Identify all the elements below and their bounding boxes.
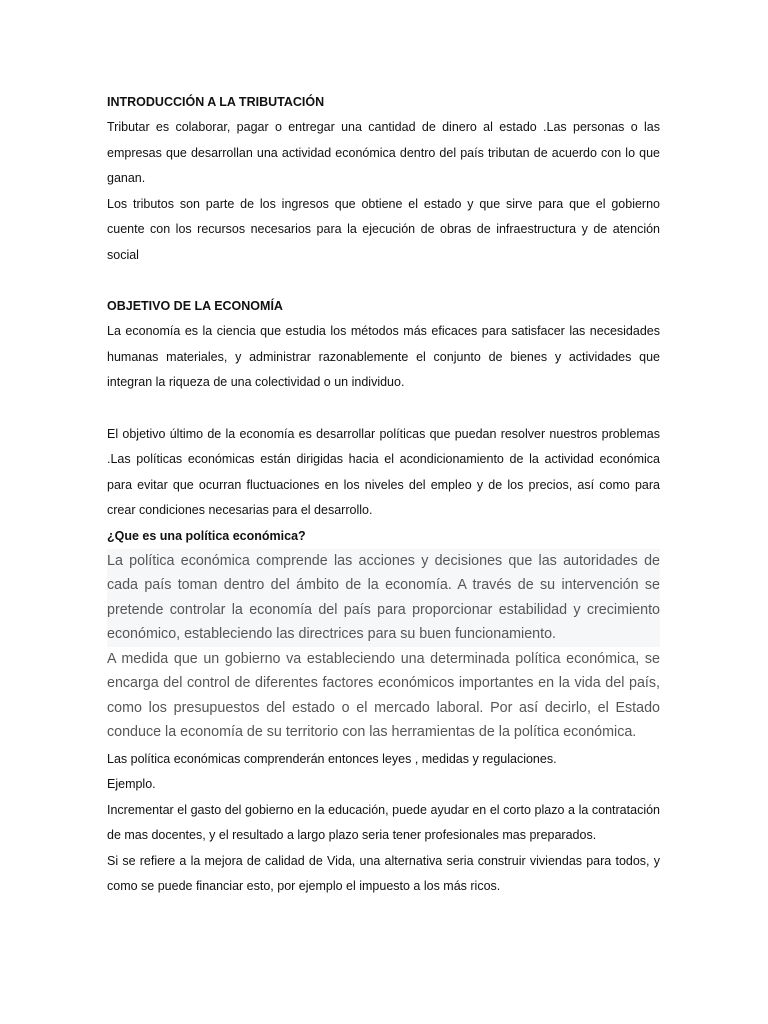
politica-paragraph-leyes: Las política económicas comprenderán entonces leyes , medidas y regulaciones. <box>107 751 557 766</box>
politica-heading: ¿Que es una política económica? <box>107 528 306 543</box>
document-page <box>107 90 660 900</box>
intro-heading: INTRODUCCIÓN A LA TRIBUTACIÓN <box>107 95 325 109</box>
economia-paragraph-2: El objetivo último de la economía es desarrollar políticas que puedan resolver nuestros problemas .Las políticas económicas están dirigidas hacia el acondicionamiento de la actividad económica para evitar que ocurran fluctuaciones en los niveles del empleo y de los precios, así como para crear condiciones necesarias para el desarrollo. <box>107 426 660 517</box>
politica-definition-block: La política económica comprende las acciones y decisiones que las autoridades de cada país toman dentro del ámbito de la economía. A través de su intervención se pretende controlar la economía del país para proporcionar estabilidad y crecimiento económico, estableciendo las directrices para su buen funcionamiento. <box>107 549 660 647</box>
intro-paragraph-1: Tributar es colaborar, pagar o entregar una cantidad de dinero al estado .Las personas o las empresas que desarrollan una actividad económica dentro del país tributan de acuerdo con lo que ganan. <box>107 120 660 185</box>
ejemplo-paragraph-1: Incrementar el gasto del gobierno en la educación, puede ayudar en el corto plazo a la contratación de mas docentes, y el resultado a largo plazo seria tener profesionales mas preparados. <box>107 802 660 842</box>
economia-paragraph-1: La economía es la ciencia que estudia los métodos más eficaces para satisfacer las necesidades humanas materiales, y administrar razonablemente el conjunto de bienes y actividades que integran la riqueza de una colectividad o un individuo. <box>107 324 660 389</box>
politica-description-block: A medida que un gobierno va estableciendo una determinada política económica, se encarga del control de diferentes factores económicos importantes en la vida del país, como los presupuestos del estado o el mercado laboral. Por así decirlo, el Estado conduce la economía de su territorio con las herramientas de la política económica. <box>107 650 660 740</box>
ejemplo-label: Ejemplo. <box>107 777 156 791</box>
ejemplo-paragraph-2: Si se refiere a la mejora de calidad de Vida, una alternativa seria construir viviendas para todos, y como se puede financiar esto, por ejemplo el impuesto a los más ricos. <box>107 853 660 893</box>
intro-paragraph-2: Los tributos son parte de los ingresos que obtiene el estado y que sirve para que el gobierno cuente con los recursos necesarios para la ejecución de obras de infraestructura y de atención social <box>107 196 660 262</box>
economia-heading: OBJETIVO DE LA ECONOMÍA <box>107 299 283 313</box>
